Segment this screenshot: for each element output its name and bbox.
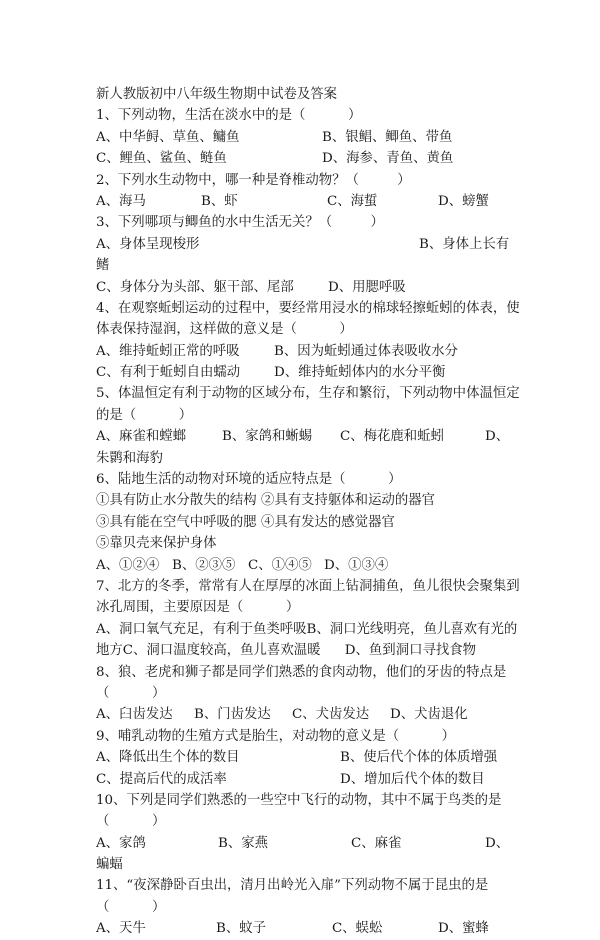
q11-options-row <box>96 918 516 939</box>
q7-stem-line-1: 7、北方的冬季，常常有人在厚厚的冰面上钻洞捕鱼，鱼儿很快会聚集到 <box>96 578 520 594</box>
q2-option-b: B、虾 <box>201 193 238 209</box>
q10-option-a: A、家鸽 <box>96 835 146 851</box>
q8-option-b: B、门齿发达 <box>194 707 271 723</box>
q5-stem-line-1: 5、体温恒定有利于动物的区域分布，生存和繁衍，下列动物中体温恒定 <box>96 386 520 402</box>
q3-option-b: B、身体上长有 <box>419 236 510 252</box>
q9-option-b: B、使后代个体的体质增强 <box>340 750 498 766</box>
q2-option-a: A、海马 <box>96 193 146 209</box>
q1-option-c: C、鲤鱼、鲨鱼、鲢鱼 <box>96 151 227 167</box>
q6-option-b: B、②③⑤ <box>172 557 236 573</box>
q4-options-row-1 <box>96 341 516 362</box>
q3-option-b-continued: 鳍 <box>96 258 110 274</box>
q5-option-b: B、家鸽和蜥蜴 <box>222 429 313 445</box>
q8-option-d: D、犬齿退化 <box>390 707 468 723</box>
q3-option-d: D、用腮呼吸 <box>328 279 406 295</box>
q8-stem-line-1: 8、狼、老虎和狮子都是同学们熟悉的食肉动物，他们的牙齿的特点是 <box>96 664 507 680</box>
q7-stem-line-2: 冰孔周围，主要原因是（ ） <box>96 600 300 616</box>
q3-option-c: C、身体分为头部、躯干部、尾部 <box>96 279 294 295</box>
q6-statement-5: ⑤靠贝壳来保护身体 <box>96 536 217 552</box>
q7-option-a: A、洞口氧气充足，有利于鱼类呼吸 <box>96 621 307 637</box>
q9-stem: 9、哺乳动物的生殖方式是胎生，对动物的意义是（ ） <box>96 728 456 744</box>
q4-options-row-2 <box>96 362 516 383</box>
q7-option-b-continued: 地方 <box>96 643 123 659</box>
q1-option-b: B、银鲳、鲫鱼、带鱼 <box>322 129 453 145</box>
q11-option-a: A、天牛 <box>96 921 146 937</box>
q6-statement-1-2: ①具有防止水分散失的结构 ②具有支持躯体和运动的器官 <box>96 493 436 509</box>
q1-options-row-1 <box>96 127 516 148</box>
q10-option-d: D、 <box>485 835 510 851</box>
q9-options-row-1 <box>96 747 516 768</box>
q7-options-row-2 <box>96 640 516 661</box>
q1-option-d: D、海参、青鱼、黄鱼 <box>322 151 454 167</box>
q5-option-d-continued: 朱鹮和海豹 <box>96 450 163 466</box>
q10-options-row <box>96 833 516 854</box>
q6-stem: 6、陆地生活的动物对环境的适应特点是（ ） <box>96 472 402 488</box>
q11-option-c: C、蜈蚣 <box>332 921 383 937</box>
q3-options-row-2 <box>96 277 516 298</box>
q11-stem-line-2: （ ） <box>96 899 166 915</box>
q2-options-row <box>96 191 516 212</box>
q6-option-a: A、①②④ <box>96 557 160 573</box>
q2-stem: 2、下列水生动物中，哪一种是脊椎动物？（ ） <box>96 172 411 188</box>
q6-statement-3-4: ③具有能在空气中呼吸的腮 ④具有发达的感觉器官 <box>96 514 395 530</box>
q10-option-d-continued: 蝙蝠 <box>96 857 123 873</box>
q5-option-a: A、麻雀和螳螂 <box>96 429 187 445</box>
q1-stem: 1、下列动物，生活在淡水中的是（ ） <box>96 108 362 124</box>
q7-option-c: C、洞口温度较高，鱼儿喜欢温暖 <box>122 643 321 659</box>
exam-page <box>96 84 520 940</box>
q4-option-b: B、因为蚯蚓通过体表吸收水分 <box>274 343 458 359</box>
q10-stem-line-1: 10、下列是同学们熟悉的一些空中飞行的动物，其中不属于鸟类的是 <box>96 792 502 808</box>
q3-option-a: A、身体呈现梭形 <box>96 236 200 252</box>
q7-option-b: B、洞口光线明亮，鱼儿喜欢有光的 <box>306 621 518 637</box>
q7-options-row-1 <box>96 619 516 640</box>
q4-stem-line-2: 体表保持湿润，这样做的意义是（ ） <box>96 322 353 338</box>
q4-stem-line-1: 4、在观察蚯蚓运动的过程中，要经常用浸水的棉球轻擦蚯蚓的体表，使 <box>96 300 520 316</box>
q10-option-b: B、家燕 <box>218 835 269 851</box>
q11-stem-line-1: 11、“夜深静卧百虫出，清月出岭光入扉”下列动物不属于昆虫的是 <box>96 878 489 894</box>
q6-option-d: D、①③④ <box>324 557 389 573</box>
q8-options-row <box>96 704 516 725</box>
q3-stem: 3、下列哪项与鲫鱼的水中生活无关？（ ） <box>96 215 384 231</box>
q9-option-d: D、增加后代个体的数目 <box>340 771 485 787</box>
q5-option-d: D、 <box>485 429 510 445</box>
q2-option-c: C、海蜇 <box>327 193 378 209</box>
q1-options-row-2 <box>96 148 516 169</box>
q8-stem-line-2: （ ） <box>96 685 166 701</box>
q11-option-b: B、蚊子 <box>216 921 267 937</box>
q6-options-row <box>96 555 516 576</box>
q5-stem-line-2: 的是（ ） <box>96 407 193 423</box>
q1-option-a: A、中华鲟、草鱼、鳙鱼 <box>96 129 240 145</box>
q9-options-row-2 <box>96 769 516 790</box>
q9-option-c: C、提高后代的成活率 <box>96 771 227 787</box>
q2-option-d: D、螃蟹 <box>438 193 489 209</box>
q10-stem-line-2: （ ） <box>96 814 166 830</box>
q4-option-a: A、维持蚯蚓正常的呼吸 <box>96 343 240 359</box>
q5-options-row <box>96 426 516 447</box>
q6-option-c: C、①④⑤ <box>248 557 312 573</box>
q11-option-d: D、蜜蜂 <box>438 921 489 937</box>
q3-options-row-1 <box>96 234 516 255</box>
exam-title: 新人教版初中八年级生物期中试卷及答案 <box>96 87 338 102</box>
q9-option-a: A、降低出生个体的数目 <box>96 750 240 766</box>
q10-option-c: C、麻雀 <box>351 835 402 851</box>
q4-option-c: C、有利于蚯蚓自由蠕动 <box>96 365 241 381</box>
q4-option-d: D、维持蚯蚓体内的水分平衡 <box>274 365 446 381</box>
q8-option-a: A、臼齿发达 <box>96 707 173 723</box>
q7-option-d: D、鱼到洞口寻找食物 <box>344 643 477 659</box>
q8-option-c: C、犬齿发达 <box>292 707 370 723</box>
q5-option-c: C、梅花鹿和蚯蚓 <box>340 429 444 445</box>
